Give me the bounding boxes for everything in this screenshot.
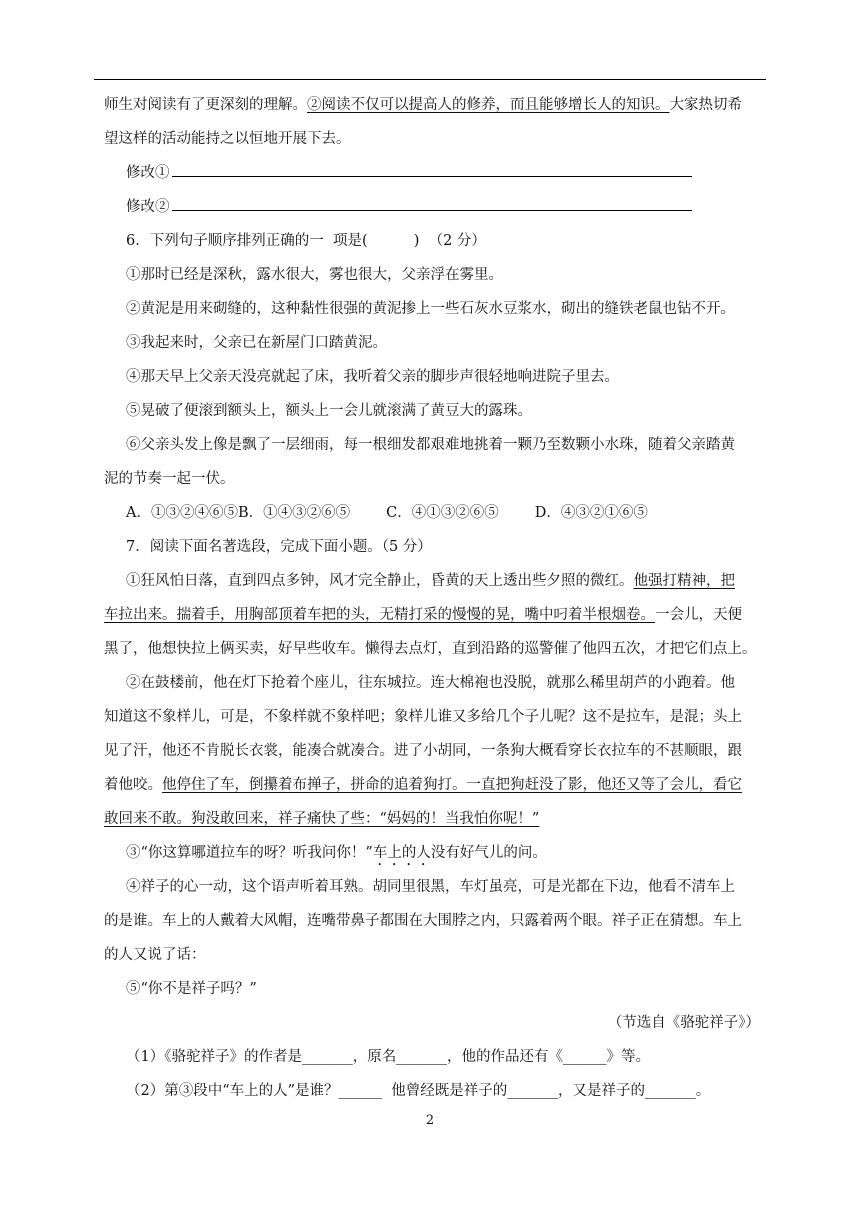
q6-sentence-4: ④那天早上父亲天没亮就起了床，我听着父亲的脚步声很轻地响进院子里去。 (126, 369, 619, 385)
passage-text: 没有好气儿的问。 (430, 845, 547, 861)
q7-p2-line-3: 见了汗，他还不肯脱长衣裳，能凑合就凑合。进了小胡同，一条狗大概看穿长衣拉车的不甚顺眼，跟 (104, 743, 742, 759)
revision-1 (104, 156, 764, 190)
q7-p5: ⑤“你不是祥子吗？” (126, 981, 257, 997)
underlined-sentence: 车拉出来。揣着手，用胸部顶着车把的头，无精打采的慢慢的晃，嘴中叼着半根烟卷。 (104, 607, 655, 623)
intro-line-2: 望这样的活动能持之以恒地开展下去。 (104, 131, 351, 147)
q7-p4-line-3: 的人又说了话： (104, 947, 206, 963)
revision-label: 修改② (126, 199, 170, 215)
passage-text: ③“你这算哪道拉车的呀？听我问你！” (126, 845, 373, 861)
q7-p2-line-2: 知道这不象样儿，可是，不象样就不象样吧；象样儿谁又多给几个子儿呢？这不是拉车，是混；头上 (104, 709, 742, 725)
q6-options (104, 496, 764, 530)
q7-p4-line-2: 的是谁。车上的人戴着大风帽，连嘴带鼻子都围在大围脖之内，只露着两个眼。祥子正在猜想。车上 (104, 913, 742, 929)
q6-sentence-3: ③我起来时，父亲已在新屋门口踏黄泥。 (126, 335, 387, 351)
passage-text: ①狂风怕日落，直到四点多钟，风才完全静止，昏黄的天上透出些夕照的微红。 (126, 573, 634, 589)
q6-sentence-1: ①那时已经是深秋，露水很大，雾也很大，父亲浮在雾里。 (126, 267, 503, 283)
q6-sentence-5: ⑤晃破了便滚到额头上，额头上一会儿就滚满了黄豆大的露珠。 (126, 403, 532, 419)
answer-line[interactable] (172, 194, 692, 211)
q7-subquestion-1: （1）《骆驼祥子》的作者是_______，原名_______，他的作品还有《______》等。 (126, 1049, 650, 1065)
option-c[interactable]: C．④①③②⑥⑤ (386, 505, 499, 521)
q7-p1-line-2 (104, 598, 764, 632)
intro-text: 大家热切希 (669, 97, 742, 113)
passage-text: 着他咬。 (104, 777, 162, 793)
q7-p2-line-5 (104, 802, 764, 836)
q7-p3 (104, 836, 764, 870)
q6-sentence-6-line-2: 泥的节奏一起一伏。 (104, 471, 235, 487)
answer-line[interactable] (172, 160, 692, 177)
option-d[interactable]: D．④③②①⑥⑤ (534, 505, 648, 521)
intro-line-1 (104, 88, 764, 122)
q7-stem: 7．阅读下面名著选段，完成下面小题。（5 分） (126, 539, 432, 555)
q7-p2-line-1: ②在鼓楼前，他在灯下抢着个座儿，往东城拉。连大棉袍也没脱，就那么稀里胡芦的小跑着。他 (126, 675, 735, 691)
q7-p1-line-1 (104, 564, 764, 598)
q7-p4-line-1: ④祥子的心一动，这个语声听着耳熟。胡同里很黑，车灯虽亮，可是光都在下边，他看不清车上 (126, 879, 735, 895)
revision-2 (104, 190, 764, 224)
revision-label: 修改① (126, 165, 170, 181)
source-note: （节选自《骆驼祥子》） (607, 1015, 760, 1031)
page-number: 2 (425, 1113, 435, 1128)
option-a[interactable]: A．①③②④⑥⑤ (126, 505, 238, 521)
q6-stem: 6．下列句子顺序排列正确的一 项是( ) （2 分） (126, 233, 486, 249)
passage-text: 一会儿，天便 (655, 607, 742, 623)
emphasized-text: 车上的人 (372, 845, 431, 861)
q6-sentence-2: ②黄泥是用来砌缝的，这种黏性很强的黄泥掺上一些石灰水豆浆水，砌出的缝铁老鼠也钻不开。 (126, 301, 735, 317)
underlined-sentence: 他强打精神，把 (633, 573, 735, 589)
page-content (104, 88, 764, 1108)
q7-p1-line-3: 黑了，他想快拉上俩买卖，好早些收车。懒得去点灯，直到沿路的巡警催了他四五次，才把它们点上。 (104, 641, 757, 657)
q7-p2-line-4 (104, 768, 764, 802)
intro-text: 师生对阅读有了更深刻的理解。 (104, 97, 307, 113)
q6-sentence-6-line-1: ⑥父亲头发上像是飘了一层细雨，每一根细发都艰难地挑着一颗乃至数颗小水珠，随着父亲踏黄 (126, 437, 735, 453)
underlined-sentence: 他停住了车，倒攥着布掸子，拼命的追着狗打。一直把狗赶没了影，他还又等了会儿，看它 (162, 777, 742, 793)
header-rule (94, 79, 766, 80)
option-b[interactable]: B．①④③②⑥⑤ (237, 505, 351, 521)
underlined-sentence: 敢回来不敢。狗没敢回来，祥子痛快了些：“妈妈的！当我怕你呢！” (104, 811, 540, 827)
underlined-sentence: ②阅读不仅可以提高人的修养，而且能够增长人的知识。 (307, 97, 670, 113)
q7-subquestion-2: （2）第③段中“车上的人”是谁？______ 他曾经既是祥子的_______，又是祥子的_______。 (126, 1083, 711, 1099)
